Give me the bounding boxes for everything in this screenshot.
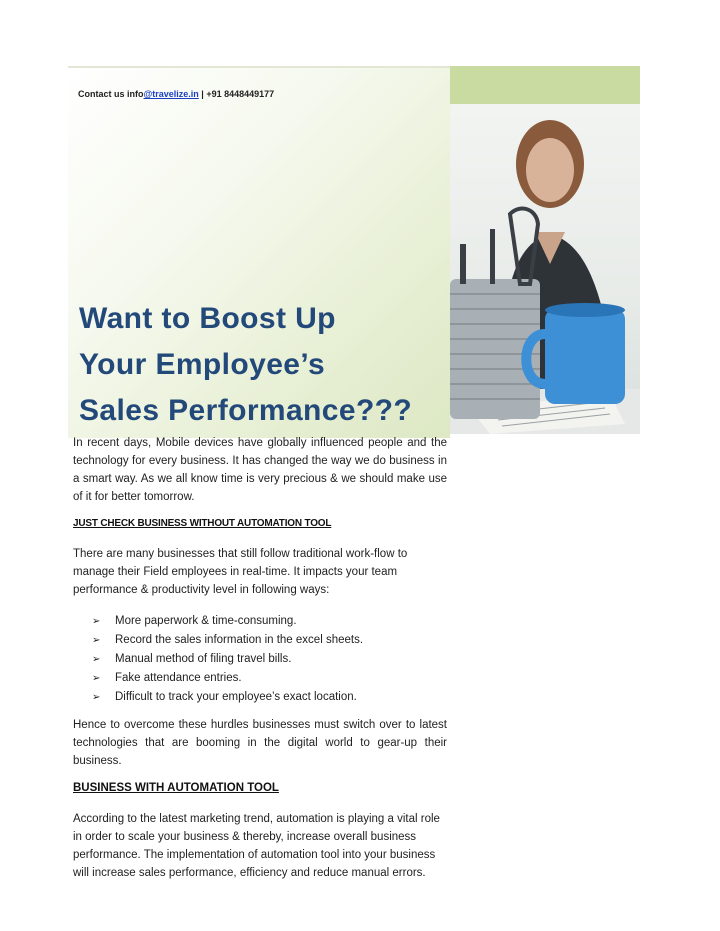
bullet-arrow-icon: ➢ — [92, 692, 101, 703]
contact-prefix: Contact us info — [78, 89, 144, 99]
bullet-arrow-icon: ➢ — [92, 654, 101, 665]
header-accent-bar — [450, 66, 640, 104]
bullet-arrow-icon: ➢ — [92, 616, 101, 627]
title-line-3: Sales Performance??? — [79, 394, 413, 427]
intro-paragraph: In recent days, Mobile devices have globally influenced people and the technology for every business. It has changed the way we do business in a smart way. As we all know time is very precious & we should make use of it for better tomorrow. — [73, 437, 447, 503]
list-item — [92, 631, 452, 650]
list-item-text: Fake attendance entries. — [115, 672, 242, 684]
contact-email-link[interactable]: @travelize.in — [143, 89, 199, 99]
section2-heading: BUSINESS WITH AUTOMATION TOOL — [73, 782, 279, 794]
list-item-text: Record the sales information in the excel sheets. — [115, 634, 364, 646]
conclusion-paragraph: Hence to overcome these hurdles businesses must switch over to latest technologies that are booming in the digital world to gear-up their business. — [73, 719, 447, 767]
list-item — [92, 650, 452, 669]
contact-separator: | — [198, 89, 207, 99]
list-item — [92, 688, 452, 707]
bullet-arrow-icon: ➢ — [92, 635, 101, 646]
title-line-2: Your Employee’s — [79, 348, 326, 381]
problem-list — [92, 612, 452, 707]
list-item — [92, 612, 452, 631]
office-photo-illustration — [450, 104, 640, 434]
page-title — [79, 296, 412, 434]
section2-paragraph: According to the latest marketing trend, automation is playing a vital role in order to scale your business & thereby, increase overall business performance. The implementation of automation tool into your business will increase sales performance, efficiency and reduce manual errors. — [73, 813, 440, 879]
contact-phone: +91 8448449177 — [206, 89, 275, 99]
list-item-text: More paperwork & time-consuming. — [115, 615, 297, 627]
section1-paragraph: There are many businesses that still follow traditional work-flow to manage their Field employees in real-time. It impacts your team performance & productivity level in following ways: — [73, 548, 408, 596]
title-line-1: Want to Boost Up — [79, 302, 336, 335]
contact-line — [78, 89, 274, 99]
list-item-text: Difficult to track your employee’s exact location. — [115, 691, 357, 703]
list-item-text: Manual method of filing travel bills. — [115, 653, 292, 665]
list-item — [92, 669, 452, 688]
office-photo — [450, 104, 640, 434]
section1-heading: JUST CHECK BUSINESS WITHOUT AUTOMATION TOOL — [73, 518, 332, 529]
bullet-arrow-icon: ➢ — [92, 673, 101, 684]
